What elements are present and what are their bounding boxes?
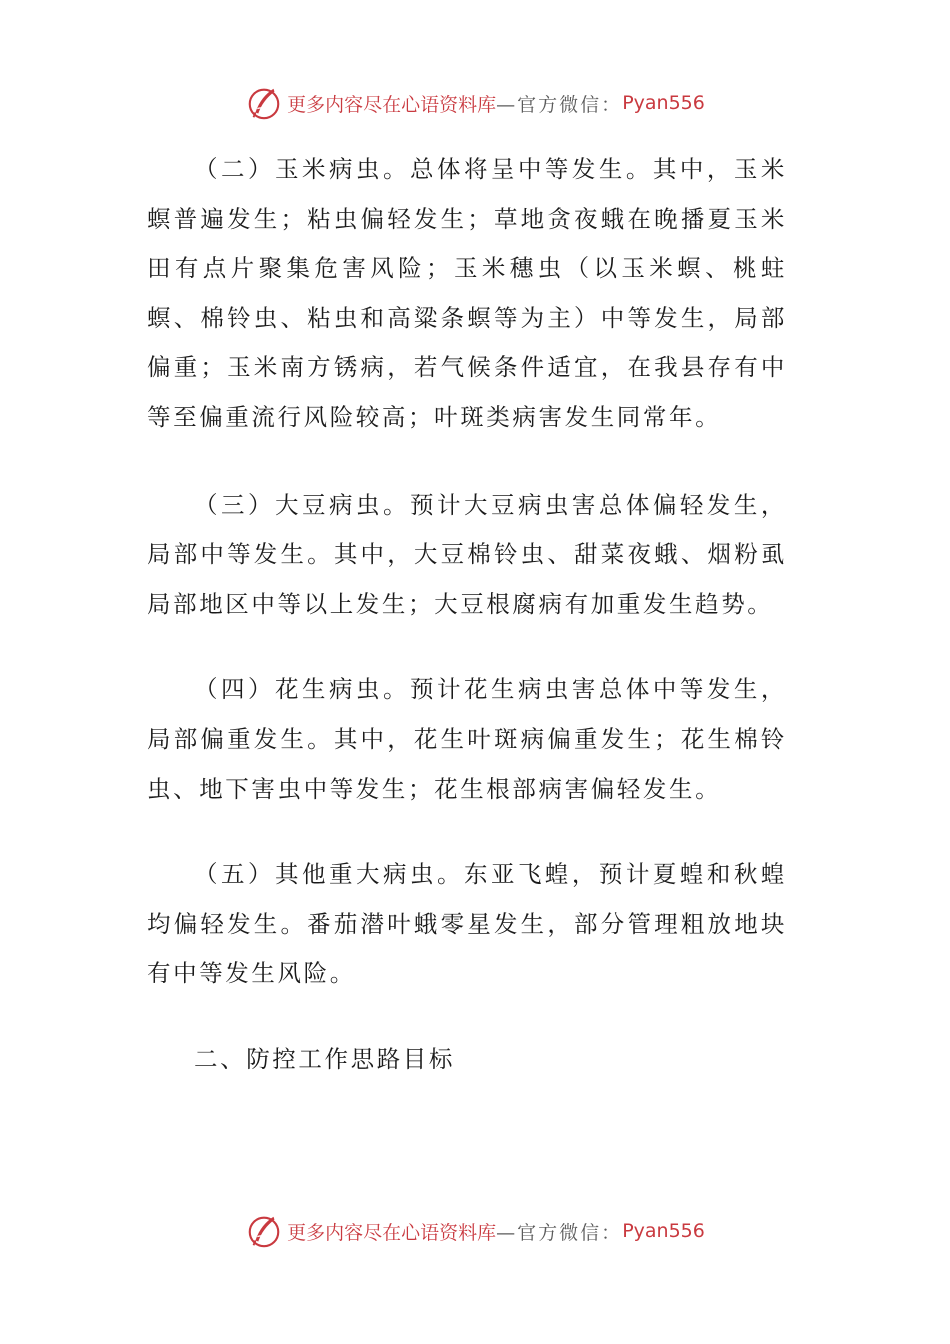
paragraph-corn-pests: （二）玉米病虫。总体将呈中等发生。其中，玉米螟普遍发生；粘虫偏轻发生；草地贪夜蛾在晚播夏玉米田有点片聚集危害风险；玉米穗虫（以玉米螟、桃蛀螟、棉铃虫、粘虫和高粱条螟等为主）中等发生，局部偏重；玉米南方锈病，若气候条件适宜，在我县存有中等至偏重流行风险较高；叶斑类病害发生同常年。	[147, 155, 787, 431]
paragraph-peanut-pests: （四）花生病虫。预计花生病虫害总体中等发生，局部偏重发生。其中，花生叶斑病偏重发生；花生棉铃虫、地下害虫中等发生；花生根部病害偏轻发生。	[147, 675, 787, 803]
watermark-wechat-id: Pyan556	[622, 1220, 705, 1242]
paragraph-soybean-pests: （三）大豆病虫。预计大豆病虫害总体偏轻发生，局部中等发生。其中，大豆棉铃虫、甜菜夜蛾、烟粉虱局部地区中等以上发生；大豆根腐病有加重发生趋势。	[147, 490, 787, 618]
quill-logo-icon	[245, 84, 283, 122]
watermark-separator: —官方微信：	[496, 1221, 623, 1244]
watermark-title: 更多内容尽在心语资料库	[287, 93, 497, 116]
watermark-separator: —官方微信：	[496, 93, 623, 116]
footer-watermark	[0, 1212, 950, 1250]
quill-logo-icon	[245, 1212, 283, 1250]
header-watermark	[0, 84, 950, 122]
document-body	[147, 145, 787, 1085]
watermark-wechat-id: Pyan556	[622, 92, 705, 114]
paragraph-other-pests: （五）其他重大病虫。东亚飞蝗，预计夏蝗和秋蝗均偏轻发生。番茄潜叶蛾零星发生，部分管理粗放地块有中等发生风险。	[147, 860, 787, 988]
section-heading-control-goals: 二、防控工作思路目标	[194, 1044, 455, 1073]
watermark-title: 更多内容尽在心语资料库	[287, 1221, 497, 1244]
